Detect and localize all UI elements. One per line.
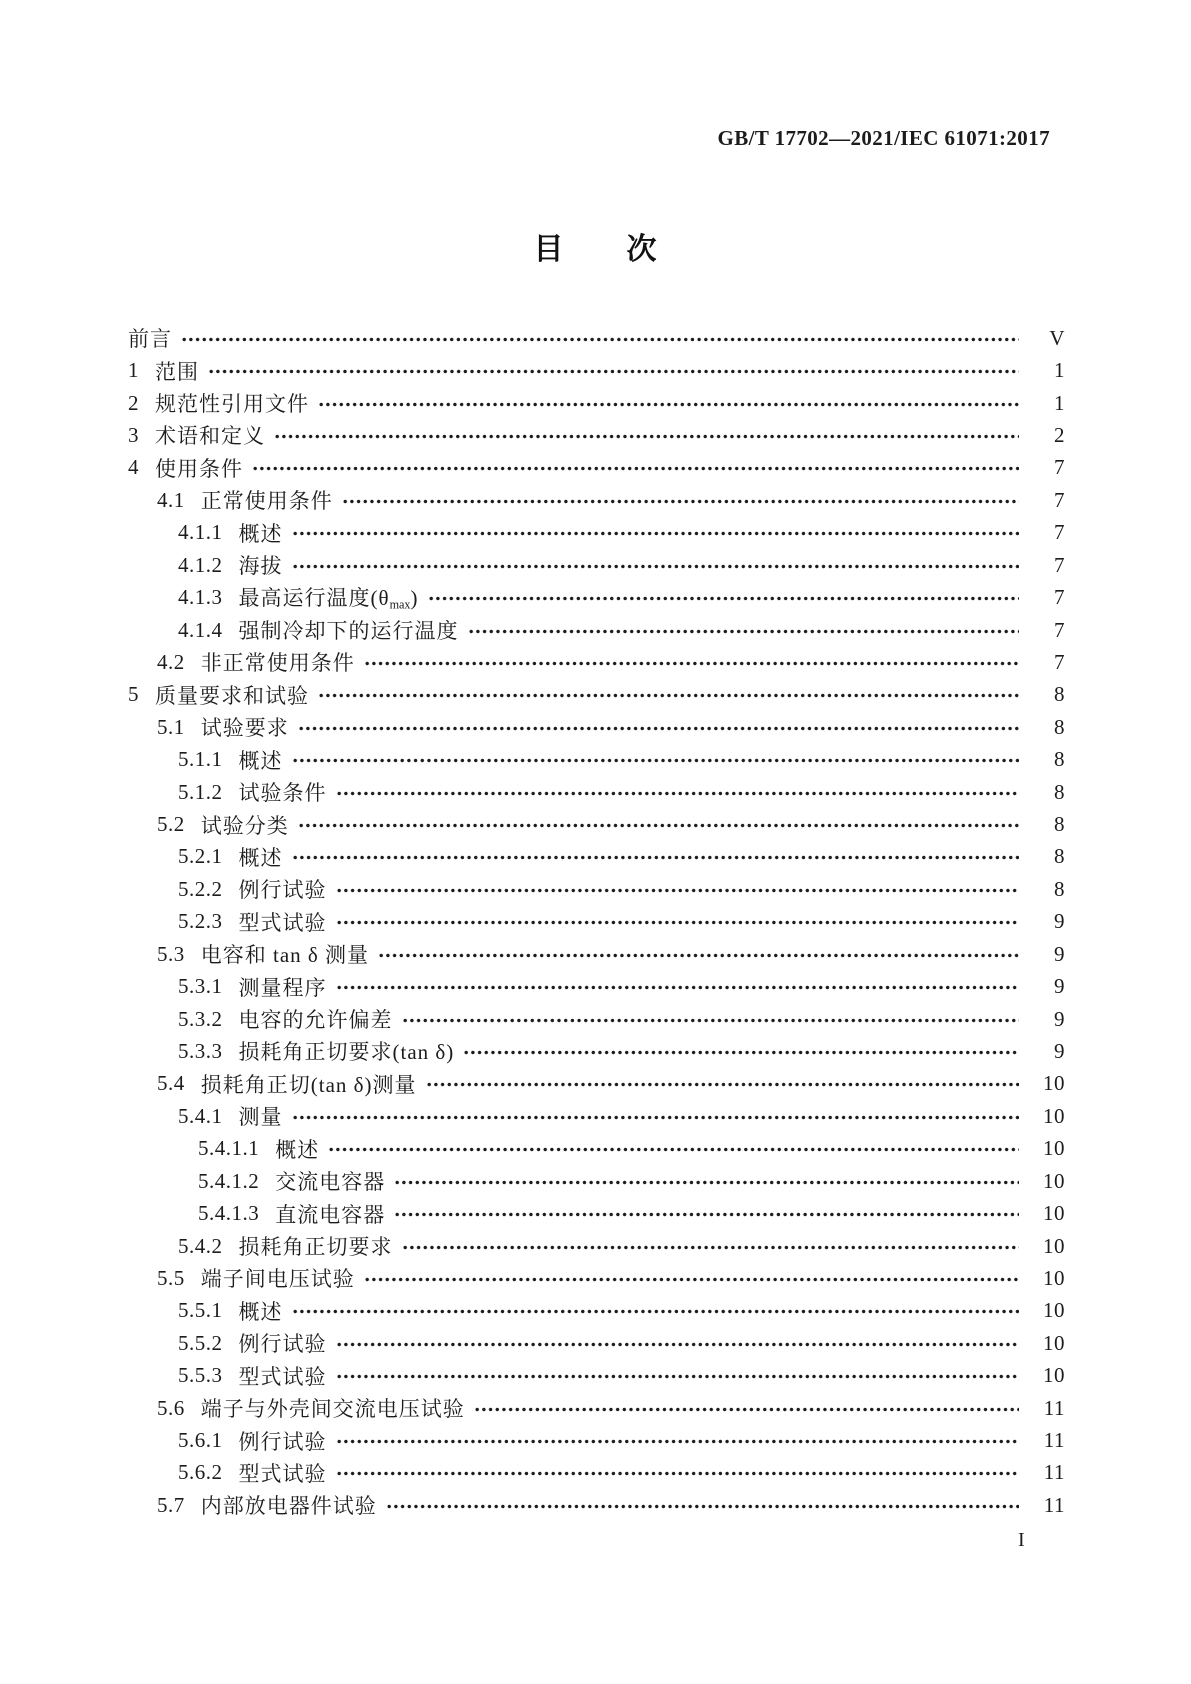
toc-entry-title: 前言 xyxy=(128,327,172,352)
toc-entry-title: 型式试验 xyxy=(238,1364,327,1389)
dot-leader xyxy=(292,528,1020,541)
toc-entry-title: 型式试验 xyxy=(238,1461,327,1486)
toc-entry xyxy=(128,419,1065,451)
toc-entry-page: 10 xyxy=(1043,1233,1065,1258)
toc-entry-page: 10 xyxy=(1043,1298,1065,1323)
toc-entry-title: 直流电容器 xyxy=(275,1202,386,1227)
toc-entry-title: 使用条件 xyxy=(155,456,243,481)
toc-entry-number: 5.2 xyxy=(157,812,185,837)
toc-entry-number: 4.1.2 xyxy=(178,552,223,577)
toc-entry-number: 5 xyxy=(128,682,139,707)
toc-entry xyxy=(128,614,1065,646)
dot-leader xyxy=(328,1144,1019,1157)
toc-entry-number: 4.2 xyxy=(157,649,185,674)
toc-entry xyxy=(128,841,1065,873)
toc-entry-title: 概述 xyxy=(238,748,283,773)
toc-entry xyxy=(128,1133,1065,1165)
toc-entry-number: 5.5.2 xyxy=(178,1330,223,1355)
toc-entry xyxy=(128,1230,1065,1262)
toc-entry-page: V xyxy=(1049,325,1065,350)
dot-leader xyxy=(318,399,1019,412)
folio-page-number: I xyxy=(1018,1529,1026,1551)
toc-entry-title: 端子间电压试验 xyxy=(200,1267,355,1292)
toc-entry-number: 1 xyxy=(128,358,139,383)
dot-leader xyxy=(394,1209,1019,1222)
toc-entry-number: 5.1.2 xyxy=(178,779,223,804)
toc-entry-page: 10 xyxy=(1043,1168,1065,1193)
toc-entry-title: 试验条件 xyxy=(238,781,327,806)
toc-entry-number: 5.5.1 xyxy=(178,1298,223,1323)
toc-entry-number: 5.3.1 xyxy=(178,974,223,999)
toc-entry xyxy=(128,1392,1065,1424)
toc-list xyxy=(128,322,1065,1522)
toc-entry-title: 概述 xyxy=(238,1299,283,1324)
toc-entry-page: 10 xyxy=(1043,1363,1065,1388)
toc-entry xyxy=(128,1165,1065,1197)
toc-entry-title: 端子与外壳间交流电压试验 xyxy=(200,1397,465,1422)
toc-entry-page: 8 xyxy=(1054,682,1065,707)
toc-entry-number: 5.2.1 xyxy=(178,844,223,869)
toc-entry xyxy=(128,452,1065,484)
dot-leader xyxy=(336,885,1020,898)
toc-entry-title: 强制冷却下的运行温度 xyxy=(238,619,459,643)
toc-entry-number: 5.4.1.3 xyxy=(198,1201,260,1226)
toc-entry-title: 测量 xyxy=(238,1105,283,1130)
dot-leader xyxy=(292,1112,1020,1125)
toc-entry-title: 损耗角正切要求(tan δ) xyxy=(238,1040,455,1065)
toc-entry xyxy=(128,1457,1065,1489)
toc-entry xyxy=(128,1424,1065,1456)
dot-leader xyxy=(336,1339,1020,1352)
toc-entry xyxy=(128,1003,1065,1035)
toc-entry-page: 9 xyxy=(1054,974,1065,999)
toc-entry-title: 试验分类 xyxy=(200,813,289,838)
toc-entry xyxy=(128,387,1065,419)
dot-leader xyxy=(474,1404,1019,1417)
toc-entry-page: 2 xyxy=(1054,422,1065,447)
toc-entry-page: 7 xyxy=(1054,520,1065,545)
toc-entry xyxy=(128,873,1065,905)
toc-entry-number: 5.2.2 xyxy=(178,876,223,901)
toc-entry-title: 概述 xyxy=(238,845,283,870)
toc-entry-page: 7 xyxy=(1054,649,1065,674)
toc-entry-title: 电容的允许偏差 xyxy=(238,1008,393,1033)
toc-entry-title: 非正常使用条件 xyxy=(200,651,355,676)
toc-entry-number: 5.3 xyxy=(157,941,185,966)
toc-entry xyxy=(128,581,1065,613)
toc-entry-title: 交流电容器 xyxy=(275,1170,386,1195)
toc-entry-page: 7 xyxy=(1054,617,1065,642)
dot-leader xyxy=(336,917,1020,930)
toc-entry-number: 5.4.1 xyxy=(178,1103,223,1128)
toc-entry-page: 10 xyxy=(1043,1136,1065,1161)
toc-entry-title: 测量程序 xyxy=(238,975,327,1000)
toc-entry-number: 5.6.1 xyxy=(178,1428,223,1453)
toc-entry-title: 试验要求 xyxy=(200,716,289,741)
toc-entry-number: 5.4 xyxy=(157,1071,185,1096)
toc-entry xyxy=(128,1262,1065,1294)
toc-entry-page: 9 xyxy=(1054,1038,1065,1063)
toc-entry-title: 正常使用条件 xyxy=(200,489,333,514)
dot-leader xyxy=(468,626,1020,639)
toc-entry-number: 5.3.2 xyxy=(178,1006,223,1031)
dot-leader xyxy=(402,1015,1020,1028)
toc-entry-title: 术语和定义 xyxy=(155,424,265,449)
toc-entry xyxy=(128,1489,1065,1521)
toc-entry-page: 11 xyxy=(1043,1460,1065,1485)
toc-entry xyxy=(128,711,1065,743)
dot-leader xyxy=(378,950,1019,963)
toc-entry-page: 10 xyxy=(1043,1265,1065,1290)
dot-leader xyxy=(336,788,1020,801)
dot-leader xyxy=(274,431,1019,444)
toc-entry-page: 9 xyxy=(1054,909,1065,934)
dot-leader xyxy=(342,496,1019,509)
dot-leader xyxy=(386,1501,1019,1514)
dot-leader xyxy=(364,1274,1019,1287)
toc-entry-number: 4 xyxy=(128,455,139,480)
toc-entry-page: 1 xyxy=(1054,358,1065,383)
toc-entry-title: 概述 xyxy=(275,1137,320,1162)
toc-entry-title: 规范性引用文件 xyxy=(155,392,309,417)
toc-entry-number: 4.1.3 xyxy=(178,585,223,610)
dot-leader xyxy=(181,334,1019,347)
toc-entry-page: 9 xyxy=(1054,1006,1065,1031)
toc-entry-title: 例行试验 xyxy=(238,1429,327,1454)
toc-entry xyxy=(128,517,1065,549)
toc-entry xyxy=(128,1197,1065,1229)
toc-entry-number: 5.7 xyxy=(157,1492,185,1517)
dot-leader xyxy=(402,1242,1020,1255)
toc-entry-page: 8 xyxy=(1054,844,1065,869)
toc-entry xyxy=(128,1100,1065,1132)
dot-leader xyxy=(426,1079,1019,1092)
toc-entry-page: 11 xyxy=(1043,1428,1065,1453)
toc-entry-title: 范围 xyxy=(155,359,199,384)
toc-entry-number: 4.1.1 xyxy=(178,520,223,545)
toc-entry-number: 5.5 xyxy=(157,1265,185,1290)
dot-leader xyxy=(463,1047,1019,1060)
dot-leader xyxy=(252,463,1019,476)
dot-leader xyxy=(394,1177,1019,1190)
toc-entry xyxy=(128,1035,1065,1067)
toc-entry-page: 8 xyxy=(1054,714,1065,739)
page-title: 目 次 xyxy=(533,232,658,267)
dot-leader xyxy=(292,755,1020,768)
dot-leader xyxy=(292,852,1020,865)
toc-entry-number: 5.4.1.1 xyxy=(198,1136,260,1161)
toc-entry-title: 损耗角正切要求 xyxy=(238,1235,393,1260)
toc-entry-title: 例行试验 xyxy=(238,1332,327,1357)
toc-entry-page: 10 xyxy=(1043,1330,1065,1355)
toc-entry-title: 概述 xyxy=(238,521,283,546)
dot-leader xyxy=(318,690,1019,703)
toc-entry xyxy=(128,1360,1065,1392)
toc-entry-title: 型式试验 xyxy=(238,910,327,935)
toc-entry xyxy=(128,322,1065,354)
toc-entry-page: 7 xyxy=(1054,487,1065,512)
toc-entry-number: 5.5.3 xyxy=(178,1363,223,1388)
toc-entry-title: 电容和 tan δ 测量 xyxy=(200,943,370,968)
dot-leader xyxy=(298,820,1019,833)
toc-entry-page: 10 xyxy=(1043,1103,1065,1128)
toc-entry-number: 5.6.2 xyxy=(178,1460,223,1485)
toc-entry xyxy=(128,549,1065,581)
toc-entry-title: 质量要求和试验 xyxy=(155,683,309,708)
toc-entry xyxy=(128,354,1065,386)
toc-entry xyxy=(128,1295,1065,1327)
toc-entry-number: 5.4.2 xyxy=(178,1233,223,1258)
toc-entry xyxy=(128,970,1065,1002)
standard-number: GB/T 17702—2021/IEC 61071:2017 xyxy=(717,126,1050,150)
toc-entry-title: 海拔 xyxy=(238,554,283,579)
toc-entry-page: 11 xyxy=(1043,1395,1065,1420)
toc-entry-page: 8 xyxy=(1054,876,1065,901)
dot-leader xyxy=(298,723,1019,736)
toc-entry xyxy=(128,743,1065,775)
toc-entry-number: 5.1 xyxy=(157,714,185,739)
toc-entry-page: 9 xyxy=(1054,941,1065,966)
toc-entry xyxy=(128,1327,1065,1359)
toc-entry xyxy=(128,808,1065,840)
dot-leader xyxy=(364,658,1019,671)
toc-entry xyxy=(128,906,1065,938)
dot-leader xyxy=(336,1371,1020,1384)
toc-entry-page: 8 xyxy=(1054,812,1065,837)
toc-entry-number: 4.1.4 xyxy=(178,617,223,642)
toc-entry-page: 7 xyxy=(1054,552,1065,577)
toc-entry-page: 11 xyxy=(1043,1492,1065,1517)
toc-entry-number: 5.2.3 xyxy=(178,909,223,934)
toc-entry xyxy=(128,1068,1065,1100)
toc-entry xyxy=(128,938,1065,970)
toc-entry-page: 8 xyxy=(1054,747,1065,772)
toc-entry-page: 7 xyxy=(1054,455,1065,480)
dot-leader xyxy=(208,366,1019,379)
toc-entry xyxy=(128,646,1065,678)
dot-leader xyxy=(292,561,1020,574)
toc-entry-number: 2 xyxy=(128,390,139,415)
toc-entry-page: 10 xyxy=(1043,1201,1065,1226)
toc-entry xyxy=(128,776,1065,808)
toc-entry-title: 最高运行温度$(\theta_{max})$ xyxy=(238,586,419,612)
toc-entry-number: 3 xyxy=(128,422,139,447)
toc-entry-number: 5.1.1 xyxy=(178,747,223,772)
toc-entry xyxy=(128,679,1065,711)
dot-leader xyxy=(428,593,1019,606)
toc-entry-number: 4.1 xyxy=(157,487,185,512)
toc-entry-page: 10 xyxy=(1043,1071,1065,1096)
toc-entry-title: 损耗角正切(tan δ)测量 xyxy=(200,1072,417,1097)
dot-leader xyxy=(336,982,1020,995)
toc-entry xyxy=(128,484,1065,516)
dot-leader xyxy=(336,1468,1020,1481)
toc-entry-page: 8 xyxy=(1054,779,1065,804)
toc-entry-page: 7 xyxy=(1054,585,1065,610)
toc-entry-title: 例行试验 xyxy=(238,878,327,903)
toc-entry-title: 内部放电器件试验 xyxy=(200,1494,377,1519)
toc-entry-number: 5.4.1.2 xyxy=(198,1168,260,1193)
dot-leader xyxy=(292,1306,1020,1319)
dot-leader xyxy=(336,1436,1020,1449)
toc-entry-number: 5.6 xyxy=(157,1395,185,1420)
toc-entry-page: 1 xyxy=(1054,390,1065,415)
toc-entry-number: 5.3.3 xyxy=(178,1038,223,1063)
